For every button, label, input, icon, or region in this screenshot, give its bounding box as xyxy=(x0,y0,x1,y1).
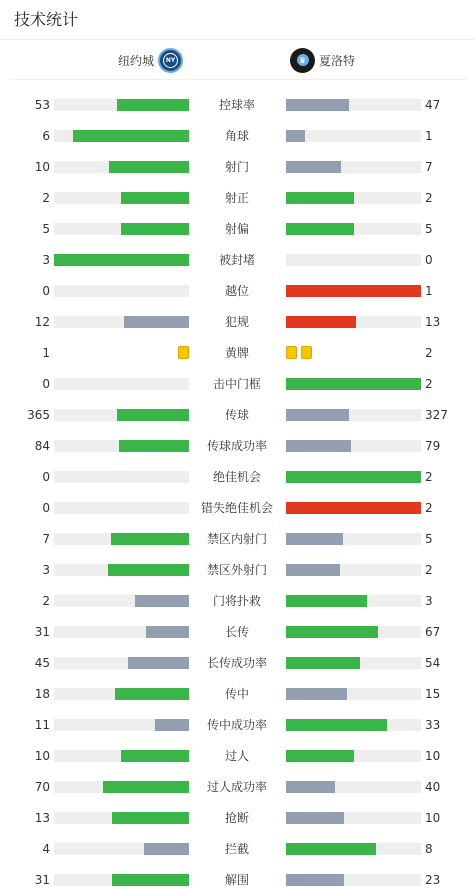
stat-row xyxy=(0,808,475,828)
stat-row xyxy=(0,467,475,487)
home-bar-track xyxy=(54,719,189,731)
away-value: 1 xyxy=(425,284,433,298)
home-value: 12 xyxy=(34,315,50,329)
stat-label: 解围 xyxy=(224,873,249,887)
stat-label: 越位 xyxy=(224,284,249,298)
home-bar-fill xyxy=(112,812,189,824)
stat-label: 射偏 xyxy=(224,222,249,236)
home-value: 45 xyxy=(34,656,50,670)
stat-row xyxy=(0,622,475,642)
away-value: 10 xyxy=(425,749,441,763)
away-bar-fill xyxy=(286,657,360,669)
stat-label: 黄牌 xyxy=(224,346,249,360)
away-value: 33 xyxy=(425,718,441,732)
stat-row xyxy=(0,777,475,797)
home-bar-fill xyxy=(144,843,189,855)
home-bar-track xyxy=(54,192,189,204)
home-bar-track xyxy=(54,409,189,421)
away-bar-track xyxy=(286,781,421,793)
home-bar-track xyxy=(54,285,189,297)
away-bar-track xyxy=(286,471,421,483)
stat-label: 击中门框 xyxy=(212,377,261,391)
away-bar-fill xyxy=(286,595,367,607)
away-value: 2 xyxy=(425,563,433,577)
away-bar-track xyxy=(286,161,421,173)
away-bar-track xyxy=(286,688,421,700)
stat-row xyxy=(0,870,475,888)
away-value: 0 xyxy=(425,253,433,267)
home-bar-fill xyxy=(128,657,189,669)
stat-label: 长传成功率 xyxy=(206,656,267,670)
away-value: 7 xyxy=(425,160,433,174)
away-bar-track xyxy=(286,874,421,886)
away-bar-track xyxy=(286,719,421,731)
stat-label: 传球成功率 xyxy=(206,439,267,453)
away-bar-track xyxy=(286,316,421,328)
stat-label: 射门 xyxy=(224,160,249,174)
away-bar-fill xyxy=(286,130,305,142)
home-bar-fill xyxy=(119,440,189,452)
away-value: 2 xyxy=(425,470,433,484)
home-bar-fill xyxy=(73,130,189,142)
away-bar-fill xyxy=(286,316,356,328)
stat-row xyxy=(0,95,475,115)
home-bar-track xyxy=(54,533,189,545)
away-value: 40 xyxy=(425,780,441,794)
away-bar-fill xyxy=(286,719,387,731)
away-bar-fill xyxy=(286,781,335,793)
away-bar-fill xyxy=(286,99,349,111)
home-value: 0 xyxy=(42,470,50,484)
away-bar-fill xyxy=(286,750,354,762)
stat-row xyxy=(0,684,475,704)
home-bar-fill xyxy=(124,316,189,328)
nycfc-logo-icon xyxy=(158,48,183,73)
stat-row xyxy=(0,529,475,549)
home-bar-fill xyxy=(54,254,189,266)
away-bar-fill xyxy=(286,161,341,173)
home-value: 84 xyxy=(34,439,50,453)
home-value: 1 xyxy=(42,346,50,360)
stat-row xyxy=(0,281,475,301)
away-bar-track xyxy=(286,843,421,855)
away-bar-fill xyxy=(286,285,421,297)
away-bar-fill xyxy=(286,812,344,824)
home-bar-track xyxy=(54,626,189,638)
home-team-name: 纽约城 xyxy=(117,53,154,68)
away-bar-track xyxy=(286,285,421,297)
home-bar-fill xyxy=(103,781,189,793)
home-bar-fill xyxy=(117,99,189,111)
stat-row xyxy=(0,591,475,611)
away-value: 13 xyxy=(425,315,441,329)
home-bar-track xyxy=(54,254,189,266)
stat-row xyxy=(0,560,475,580)
away-bar-track xyxy=(286,595,421,607)
away-bar-track xyxy=(286,812,421,824)
away-bar-track xyxy=(286,750,421,762)
page-title: 技术统计 xyxy=(0,0,475,40)
home-value: 3 xyxy=(42,253,50,267)
stat-label: 错失绝佳机会 xyxy=(200,501,273,515)
away-bar-track xyxy=(286,130,421,142)
home-value: 31 xyxy=(34,873,50,887)
teams-header xyxy=(9,40,466,80)
stat-label: 传中成功率 xyxy=(206,718,267,732)
home-value: 5 xyxy=(42,222,50,236)
home-bar-track xyxy=(54,440,189,452)
away-bar-track xyxy=(286,223,421,235)
stat-label: 抢断 xyxy=(224,811,249,825)
away-value: 67 xyxy=(425,625,441,639)
home-bar-fill xyxy=(121,192,189,204)
home-value: 31 xyxy=(34,625,50,639)
stat-label: 犯规 xyxy=(224,315,249,329)
home-logo-text: NY xyxy=(163,53,178,68)
home-value: 365 xyxy=(27,408,50,422)
home-bar-track xyxy=(54,781,189,793)
away-value: 54 xyxy=(425,656,441,670)
away-value: 3 xyxy=(425,594,433,608)
charlotte-fc-logo-icon xyxy=(290,48,315,73)
home-bar-track xyxy=(54,750,189,762)
away-bar-track xyxy=(286,626,421,638)
home-value: 0 xyxy=(42,284,50,298)
stat-label: 禁区外射门 xyxy=(206,563,267,577)
away-bar-track xyxy=(286,254,421,266)
stat-row xyxy=(0,250,475,270)
yellow-card-icon xyxy=(178,346,189,359)
away-bar-track xyxy=(286,409,421,421)
home-bar-track xyxy=(54,378,189,390)
home-bar-track xyxy=(54,316,189,328)
away-team-name: 夏洛特 xyxy=(319,53,356,68)
away-value: 2 xyxy=(425,191,433,205)
home-bar-fill xyxy=(121,750,189,762)
home-value: 6 xyxy=(42,129,50,143)
away-bar-fill xyxy=(286,874,344,886)
stat-label: 长传 xyxy=(224,625,249,639)
away-bar-fill xyxy=(286,440,351,452)
away-value: 79 xyxy=(425,439,441,453)
stat-label: 传中 xyxy=(224,687,249,701)
stat-row xyxy=(0,746,475,766)
stat-label: 角球 xyxy=(224,129,249,143)
away-value: 47 xyxy=(425,98,441,112)
stat-label: 过人 xyxy=(224,749,249,763)
away-value: 15 xyxy=(425,687,441,701)
away-bar-fill xyxy=(286,533,343,545)
stat-label: 被封堵 xyxy=(218,253,255,267)
stat-label: 绝佳机会 xyxy=(212,470,261,484)
away-bar-track xyxy=(286,657,421,669)
away-value: 23 xyxy=(425,873,441,887)
home-bar-fill xyxy=(135,595,189,607)
home-bar-fill xyxy=(121,223,189,235)
home-bar-track xyxy=(54,161,189,173)
home-bar-track xyxy=(54,471,189,483)
away-bar-track xyxy=(286,99,421,111)
away-value: 327 xyxy=(425,408,448,422)
home-bar-fill xyxy=(108,564,189,576)
away-bar-track xyxy=(286,192,421,204)
stat-label: 控球率 xyxy=(218,98,255,112)
away-bar-fill xyxy=(286,626,378,638)
away-value: 5 xyxy=(425,222,433,236)
away-value: 1 xyxy=(425,129,433,143)
home-value: 70 xyxy=(34,780,50,794)
home-value: 13 xyxy=(34,811,50,825)
home-value: 0 xyxy=(42,377,50,391)
away-team[interactable] xyxy=(290,40,355,80)
home-bar-track xyxy=(54,688,189,700)
home-bar-track xyxy=(54,843,189,855)
away-value: 8 xyxy=(425,842,433,856)
stat-row xyxy=(0,219,475,239)
home-value: 0 xyxy=(42,501,50,515)
home-bar-track xyxy=(54,874,189,886)
away-bar-fill xyxy=(286,223,354,235)
stat-row xyxy=(0,374,475,394)
away-value: 5 xyxy=(425,532,433,546)
home-bar-fill xyxy=(117,409,189,421)
home-bar-track xyxy=(54,595,189,607)
yellow-card-icon xyxy=(286,346,297,359)
stat-label: 射正 xyxy=(224,191,249,205)
home-value: 2 xyxy=(42,594,50,608)
stat-row xyxy=(0,188,475,208)
away-bar-fill xyxy=(286,378,421,390)
home-bar-track xyxy=(54,564,189,576)
home-team[interactable] xyxy=(118,40,183,80)
away-bar-fill xyxy=(286,688,347,700)
home-value: 18 xyxy=(34,687,50,701)
yellow-card-icon xyxy=(301,346,312,359)
away-bar-fill xyxy=(286,564,340,576)
away-bar-track xyxy=(286,533,421,545)
home-bar-track xyxy=(54,99,189,111)
stat-row xyxy=(0,405,475,425)
stat-label: 传球 xyxy=(224,408,249,422)
home-value: 10 xyxy=(34,160,50,174)
home-bar-fill xyxy=(155,719,189,731)
stat-row xyxy=(0,312,475,332)
home-value: 10 xyxy=(34,749,50,763)
home-value: 11 xyxy=(34,718,50,732)
away-bar-fill xyxy=(286,409,349,421)
stat-row xyxy=(0,436,475,456)
home-bar-track xyxy=(54,130,189,142)
home-value: 53 xyxy=(34,98,50,112)
stat-row xyxy=(0,653,475,673)
away-bar-fill xyxy=(286,471,421,483)
away-bar-track xyxy=(286,502,421,514)
stat-row xyxy=(0,157,475,177)
home-value: 7 xyxy=(42,532,50,546)
away-bar-track xyxy=(286,378,421,390)
home-value: 2 xyxy=(42,191,50,205)
stat-row xyxy=(0,839,475,859)
away-value: 10 xyxy=(425,811,441,825)
stat-row xyxy=(0,343,475,363)
away-bar-fill xyxy=(286,502,421,514)
stat-row xyxy=(0,498,475,518)
away-bar-fill xyxy=(286,843,376,855)
away-bar-track xyxy=(286,564,421,576)
home-bar-track xyxy=(54,812,189,824)
away-value: 2 xyxy=(425,377,433,391)
home-value: 3 xyxy=(42,563,50,577)
home-bar-track xyxy=(54,657,189,669)
stat-row xyxy=(0,126,475,146)
home-bar-track xyxy=(54,502,189,514)
away-value: 2 xyxy=(425,346,433,360)
stat-label: 拦截 xyxy=(224,842,249,856)
home-bar-track xyxy=(54,223,189,235)
home-bar-fill xyxy=(115,688,189,700)
stat-label: 禁区内射门 xyxy=(206,532,267,546)
home-value: 4 xyxy=(42,842,50,856)
away-bar-track xyxy=(286,440,421,452)
stat-row xyxy=(0,715,475,735)
stat-label: 门将扑救 xyxy=(212,594,261,608)
away-bar-fill xyxy=(286,192,354,204)
home-bar-fill xyxy=(109,161,189,173)
away-logo-text: ♛ xyxy=(297,54,309,66)
away-value: 2 xyxy=(425,501,433,515)
home-bar-fill xyxy=(112,874,189,886)
stat-label: 过人成功率 xyxy=(206,780,267,794)
home-bar-fill xyxy=(146,626,189,638)
home-bar-fill xyxy=(111,533,189,545)
